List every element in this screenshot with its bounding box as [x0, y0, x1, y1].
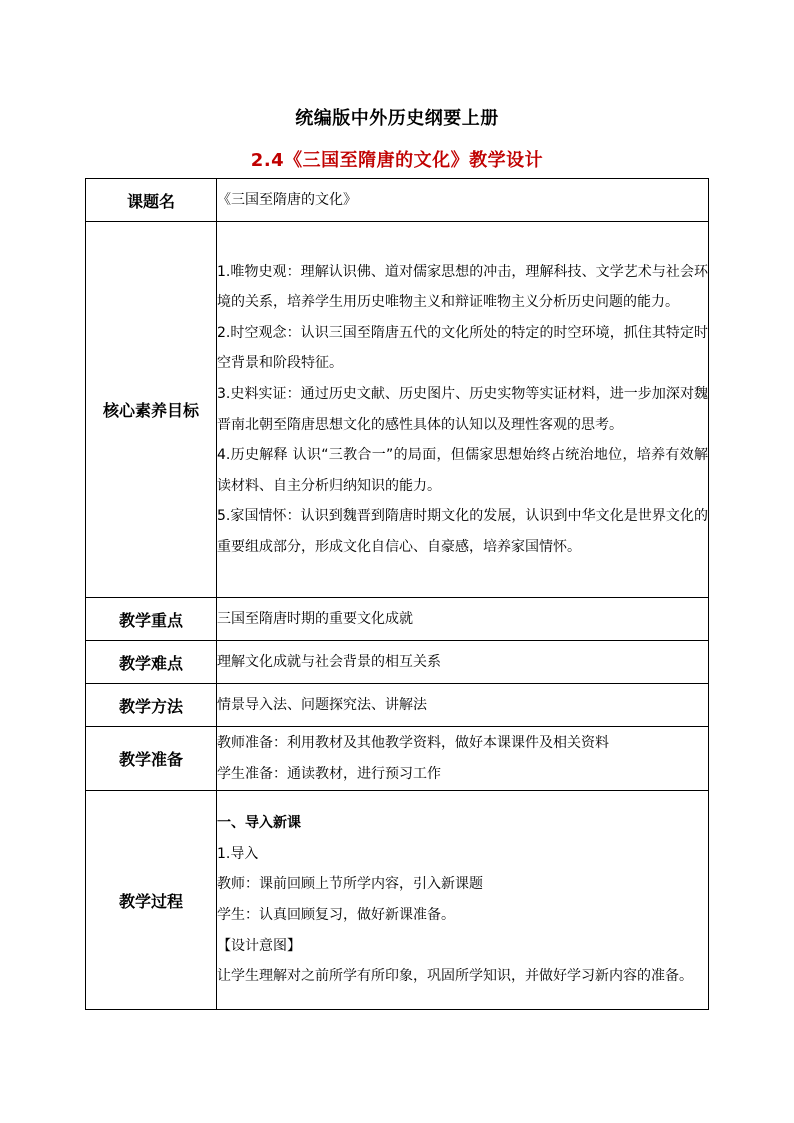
- table-row-process: [86, 791, 709, 1010]
- process-teacher: 教师：课前回顾上节所学内容，引入新课题: [217, 876, 483, 893]
- difficult-points-value: 理解文化成就与社会背景的相互关系: [217, 641, 709, 684]
- design-intent-text: 让学生理解对之前所学有所印象，巩固所学知识，并做好学习新内容的准备。: [217, 968, 693, 985]
- core-goal-item: 3.史料实证：通过历史文献、历史图片、历史实物等实证材料，进一步加深对魏晋南北朝至隋唐思想文化的感性具体的认知以及理性客观的思考。: [217, 385, 708, 433]
- teacher-preparation: 教师准备：利用教材及其他教学资料，做好本课课件及相关资料: [217, 734, 609, 751]
- preparation-content: [217, 727, 709, 791]
- table-row-methods: [86, 684, 709, 727]
- core-goal-item: 4.历史解释 认识“三教合一”的局面，但儒家思想始终占统治地位，培养有效解读材料、自主分析归纳知识的能力。: [217, 447, 708, 494]
- core-goal-item: 1.唯物史观：理解认识佛、道对儒家思想的冲击，理解科技、文学艺术与社会环境的关系，培养学生用历史唯物主义和辩证唯物主义分析历史问题的能力。: [217, 263, 708, 311]
- process-section-title: 一、导入新课: [217, 815, 301, 832]
- preparation-label: 教学准备: [86, 727, 217, 791]
- table-row-preparation: [86, 727, 709, 791]
- core-goals-label: 核心素养目标: [86, 222, 217, 598]
- key-points-value: 三国至隋唐时期的重要文化成就: [217, 598, 709, 641]
- document-title: 统编版中外历史纲要上册: [295, 108, 499, 129]
- table-row-topic: [86, 179, 709, 222]
- process-student: 学生：认真回顾复习，做好新课准备。: [217, 907, 455, 923]
- table-row-key-points: [86, 598, 709, 641]
- topic-label: 课题名: [86, 179, 217, 222]
- topic-value: 《三国至隋唐的文化》: [217, 179, 709, 222]
- process-label: 教学过程: [86, 791, 217, 1010]
- core-goal-item: 5.家国情怀：认识到魏晋到隋唐时期文化的发展，认识到中华文化是世界文化的重要组成部分，形成文化自信心、自豪感，培养家国情怀。: [217, 508, 708, 555]
- lesson-title: 2.4《三国至隋唐的文化》教学设计: [250, 150, 544, 171]
- table-row-core-goals: [86, 222, 709, 598]
- difficult-points-label: 教学难点: [86, 641, 217, 684]
- process-content: [217, 791, 709, 1010]
- design-intent-heading: 【设计意图】: [217, 937, 301, 954]
- core-goal-item: 2.时空观念：认识三国至隋唐五代的文化所处的特定的时空环境，抓住其特定时空背景和阶段特征。: [217, 324, 708, 372]
- lesson-plan-table: [85, 178, 709, 1010]
- table-row-difficult-points: [86, 641, 709, 684]
- core-goals-content: [217, 222, 709, 598]
- process-step: 1.导入: [217, 845, 259, 862]
- key-points-label: 教学重点: [86, 598, 217, 641]
- methods-label: 教学方法: [86, 684, 217, 727]
- methods-value: 情景导入法、问题探究法、讲解法: [217, 684, 709, 727]
- student-preparation: 学生准备：通读教材，进行预习工作: [217, 765, 441, 782]
